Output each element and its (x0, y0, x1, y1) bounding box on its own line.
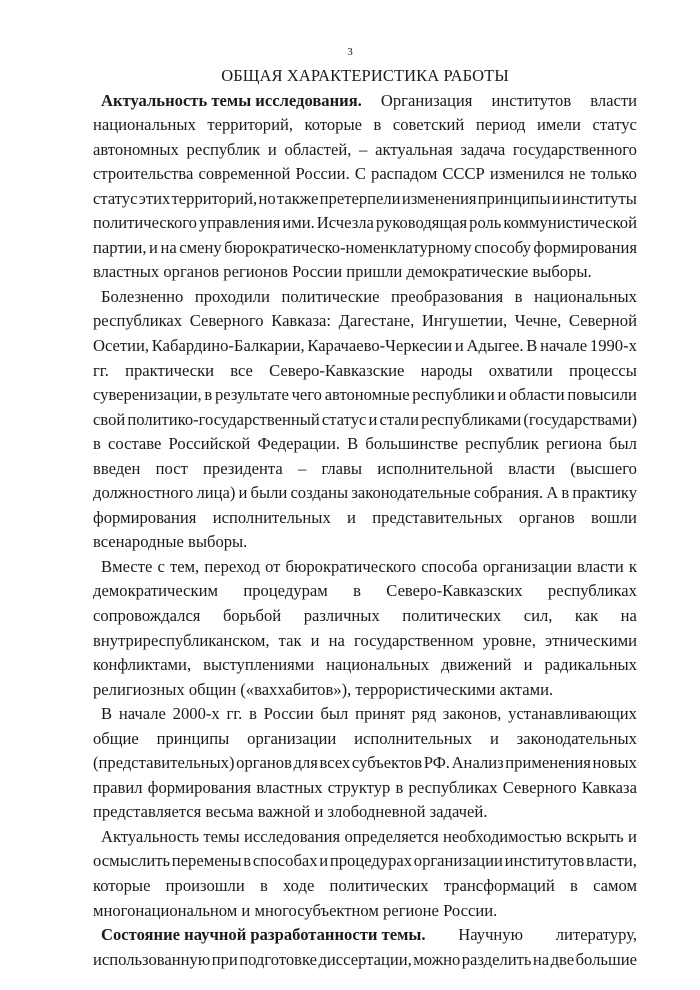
paragraph-line: сопровождался борьбой различных политических сил, как на (93, 605, 637, 625)
page-title: ОБЩАЯ ХАРАКТЕРИСТИКА РАБОТЫ (221, 66, 509, 85)
paragraph-line: религиозных общин («ваххабитов»), террористическими актами. (93, 679, 554, 699)
document-body (93, 89, 637, 973)
paragraph-line: представляется весьма важной и злободневной задачей. (93, 802, 488, 822)
paragraph-line: демократическим процедурам в Северо-Кавказских республиках (93, 581, 637, 601)
paragraph-line: внутриреспубликанском, так и на государственном уровне, этническими (93, 630, 637, 650)
paragraph (93, 702, 637, 825)
paragraph-line: многонациональном и многосубъектном регионе России. (93, 900, 498, 920)
paragraph-line: Состояние научной разработанности темы. Научную литературу, (93, 923, 637, 948)
paragraph-lead: Состояние научной разработанности темы. (101, 925, 426, 945)
paragraph-line: Вместе с тем, переход от бюрократического способа организации власти к (101, 556, 637, 576)
paragraph-line: властных органов регионов России пришли демократические выборы. (93, 262, 592, 282)
paragraph-line: статус этих территорий, но также претерпели изменения принципы и институты (93, 188, 637, 208)
page-number: 3 (347, 46, 353, 58)
paragraph-line: введен пост президента – главы исполнительной власти (высшего (93, 458, 637, 478)
paragraph-line: Актуальность темы исследования определяется необходимостью вскрыть и (101, 826, 637, 846)
paragraph-line: формирования исполнительных и представительных органов вошли (93, 507, 637, 527)
paragraph-line: республиках Северного Кавказа: Дагестане, Ингушетии, Чечне, Северной (93, 311, 637, 331)
paragraph-line: политического управления ими. Исчезла руководящая роль коммунистической (93, 213, 637, 233)
paragraph (93, 555, 637, 702)
paragraph-line: общие принципы организации исполнительных и законодательных (93, 728, 637, 748)
paragraph-line: использованную при подготовке диссертации, можно разделить на две большие (93, 949, 637, 969)
paragraph-line: конфликтами, выступлениями национальных движений и радикальных (93, 655, 637, 675)
paragraph-line: партии, и на смену бюрократическо-номенклатурному способу формирования (93, 237, 637, 257)
paragraph-lead: Актуальность темы исследования. (101, 90, 362, 110)
paragraph-line: В начале 2000-х гг. в России был принят ряд законов, устанавливающих (101, 704, 637, 724)
paragraph-line: Осетии, Кабардино-Балкарии, Карачаево-Черкесии и Адыгее. В начале 1990-х (93, 335, 637, 355)
paragraph-line: Актуальность темы исследования. Организация институтов власти (93, 89, 637, 114)
paragraph-line: гг. практически все Северо-Кавказские народы охватили процессы (93, 360, 637, 380)
paragraph-line: всенародные выборы. (93, 532, 248, 552)
paragraph (93, 825, 637, 923)
paragraph (93, 285, 637, 555)
paragraph-line: должностного лица) и были созданы законодательные собрания. А в практику (93, 483, 637, 503)
paragraph-line: осмыслить перемены в способах и процедурах организации институтов власти, (93, 851, 637, 871)
paragraph-line: правил формирования властных структур в республиках Северного Кавказа (93, 777, 637, 797)
paragraph-line: национальных территорий, которые в советский период имели статус (93, 115, 637, 135)
paragraph-line: которые произошли в ходе политических трансформаций в самом (93, 876, 637, 895)
paragraph-line: (представительных) органов для всех субъектов РФ. Анализ применения новых (93, 753, 637, 773)
paragraph-line: автономных республик и областей, – актуальная задача государственного (93, 139, 637, 159)
paragraph-line: суверенизации, в результате чего автономные республики и области повысили (93, 385, 637, 405)
paragraph (93, 89, 637, 285)
paragraph-line: свой политико-государственный статус и стали республиками (государствами) (93, 409, 637, 429)
paragraph (93, 923, 637, 972)
paragraph-line: Болезненно проходили политические преобразования в национальных (101, 286, 637, 306)
paragraph-line: строительства современной России. С распадом СССР изменился не только (93, 164, 637, 184)
paragraph-line: в составе Российской Федерации. В большинстве республик региона был (93, 434, 637, 454)
